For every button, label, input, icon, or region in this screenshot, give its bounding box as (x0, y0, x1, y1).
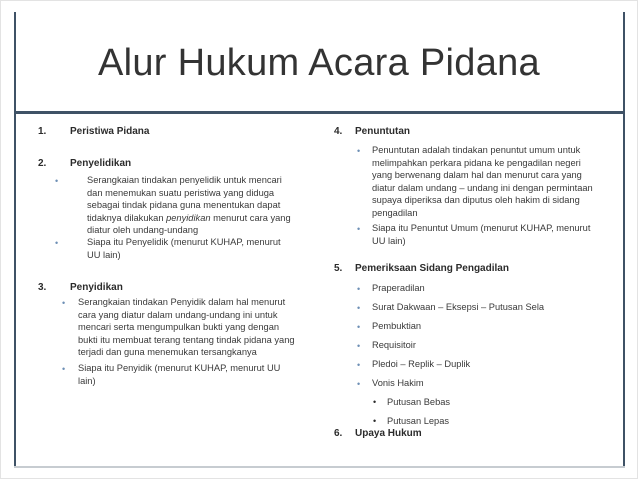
text-line: Serangkaian tindakan Penyidik dalam hal menurut (78, 297, 286, 307)
heading-penuntutan: Penuntutan (355, 126, 410, 137)
bullet-icon: • (357, 379, 361, 389)
sidang-list-item: Praperadilan (372, 283, 425, 293)
penyidik-question (78, 362, 323, 387)
text-line: supaya diperiksa dan diputus oleh hakim di sidang (372, 195, 580, 205)
text-line: Siapa itu Penyelidik (menurut KUHAP, menurut (87, 237, 281, 247)
text-line: Serangkaian tindakan penyelidik untuk mencari (87, 175, 282, 185)
bullet-icon: • (357, 360, 361, 370)
text-line (87, 212, 327, 225)
bullet-icon: • (357, 341, 361, 351)
bullet-icon: • (62, 364, 66, 374)
bullet-icon: • (55, 238, 59, 248)
text-line: yang berwenang dalam hal dan menurut cara yang (372, 170, 582, 180)
text-line: UU lain) (87, 249, 121, 260)
heading-penyidikan: Penyidikan (70, 282, 123, 293)
text-line: Siapa itu Penuntut Umum (menurut KUHAP, menurut (372, 223, 591, 233)
text-line: dan menemukan suatu peristiwa yang diduga (87, 187, 275, 198)
item-number-6: 6. (334, 428, 343, 439)
sidang-list-item: Surat Dakwaan – Eksepsi – Putusan Sela (372, 302, 545, 312)
item-number-4: 4. (334, 126, 343, 137)
vonis-sub-item: Putusan Bebas (387, 397, 451, 407)
slide-title: Alur Hukum Acara Pidana (97, 42, 540, 84)
bullet-icon: • (357, 224, 361, 234)
heading-penyelidikan: Penyelidikan (70, 158, 132, 169)
text-segment: menurut cara yang (210, 212, 291, 223)
text-line: terjadi dan guna menemukan tersangkanya (78, 347, 257, 357)
bullet-icon: • (357, 303, 361, 313)
item-number-3: 3. (38, 282, 47, 293)
penuntut-umum-question (372, 222, 622, 247)
text-line: Penuntutan adalah tindakan penuntut umum untuk (372, 145, 581, 155)
heading-pemeriksaan-sidang: Pemeriksaan Sidang Pengadilan (355, 263, 509, 274)
penuntutan-definition (372, 144, 622, 219)
bullet-icon: • (62, 298, 66, 308)
item-number-2: 2. (38, 158, 47, 169)
slide-bottom-border (14, 466, 625, 468)
text-line: diatur oleh undang-undang (87, 225, 199, 235)
text-line: lain) (78, 375, 96, 386)
text-line: Siapa itu Penyidik (menurut KUHAP, menurut UU (78, 363, 281, 373)
title-divider (14, 111, 625, 114)
sidang-list-item: Pembuktian (372, 321, 422, 331)
sidang-list-item: Pledoi – Replik – Duplik (372, 359, 471, 369)
vonis-sub-item: Putusan Lepas (387, 416, 450, 426)
penyelidik-question (87, 236, 327, 261)
text-line: cara yang diatur dalam undang-undang ini untuk (78, 309, 278, 320)
item-number-5: 5. (334, 263, 343, 274)
text-line: pengadilan (372, 207, 418, 218)
bullet-icon: • (357, 322, 361, 332)
sidang-list-item: Requisitoir (372, 340, 416, 350)
text-line: diatur dalam undang – undang ini dengan permintaan (372, 182, 593, 193)
bullet-icon: • (55, 176, 59, 186)
text-line: UU lain) (372, 235, 406, 246)
text-line: bukti itu membuat terang tentang tindak pidana yang (78, 334, 295, 345)
sidang-list-item: Vonis Hakim (372, 378, 424, 388)
heading-peristiwa-pidana: Peristiwa Pidana (70, 126, 150, 137)
sub-bullet-icon: • (373, 397, 377, 407)
penyelidikan-definition (87, 174, 327, 237)
bullet-icon: • (357, 284, 361, 294)
text-segment: tidaknya dilakukan (87, 212, 167, 223)
item-number-1: 1. (38, 126, 47, 137)
penyidikan-definition (78, 296, 323, 359)
sub-bullet-icon: • (373, 416, 377, 426)
heading-upaya-hukum: Upaya Hukum (355, 428, 422, 439)
bullet-icon: • (357, 146, 361, 156)
text-line: sebagai tindak pidana guna menentukan dapat (87, 200, 281, 210)
text-line: melimpahkan perkara pidana ke pengadilan negeri (372, 157, 581, 168)
italic-term: penyidikan (166, 212, 211, 223)
text-line: mencari serta mengumpulkan bukti yang dengan (78, 322, 280, 332)
